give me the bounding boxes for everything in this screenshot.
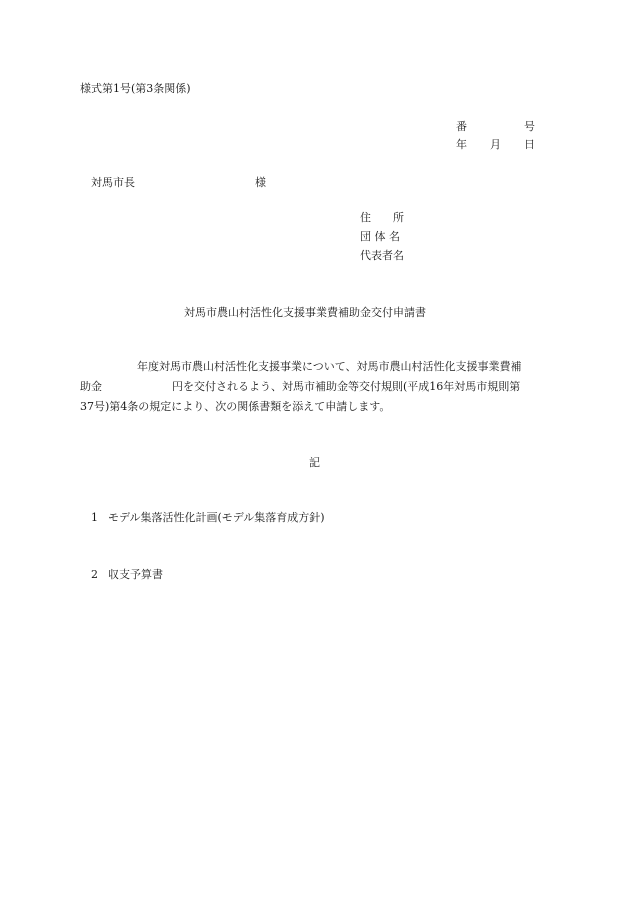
attachment-1-text: モデル集落活性化計画(モデル集落育成方針) bbox=[108, 511, 325, 524]
applicant-address-label: 住 所 bbox=[360, 211, 404, 224]
date-year: 年 bbox=[456, 138, 467, 151]
attachment-1-number: 1 bbox=[91, 511, 98, 524]
number-go: 号 bbox=[524, 120, 535, 133]
date-day: 日 bbox=[524, 138, 535, 151]
attachment-2-number: 2 bbox=[91, 568, 98, 581]
date-month: 月 bbox=[490, 138, 501, 151]
document-title: 対馬市農山村活性化支援事業費補助金交付申請書 bbox=[184, 306, 426, 319]
addressee-honorific: 様 bbox=[255, 176, 266, 189]
form-label: 様式第1号(第3条関係) bbox=[80, 82, 191, 95]
ki-mark: 記 bbox=[309, 456, 320, 469]
body-line-3: 37号)第4条の規定により、次の関係書類を添えて申請します。 bbox=[80, 400, 391, 413]
attachment-2-text: 収支予算書 bbox=[108, 568, 163, 581]
applicant-representative-label: 代表者名 bbox=[360, 249, 404, 262]
applicant-organization-label: 団 体 名 bbox=[360, 230, 400, 243]
body-line-2-prefix: 助金 bbox=[80, 380, 102, 393]
addressee-name: 対馬市長 bbox=[91, 176, 135, 189]
body-line-1: 年度対馬市農山村活性化支援事業について、対馬市農山村活性化支援事業費補 bbox=[137, 360, 522, 373]
number-ban: 番 bbox=[456, 120, 467, 133]
body-line-2-rest: 円を交付されるよう、対馬市補助金等交付規則(平成16年対馬市規則第 bbox=[172, 380, 521, 393]
